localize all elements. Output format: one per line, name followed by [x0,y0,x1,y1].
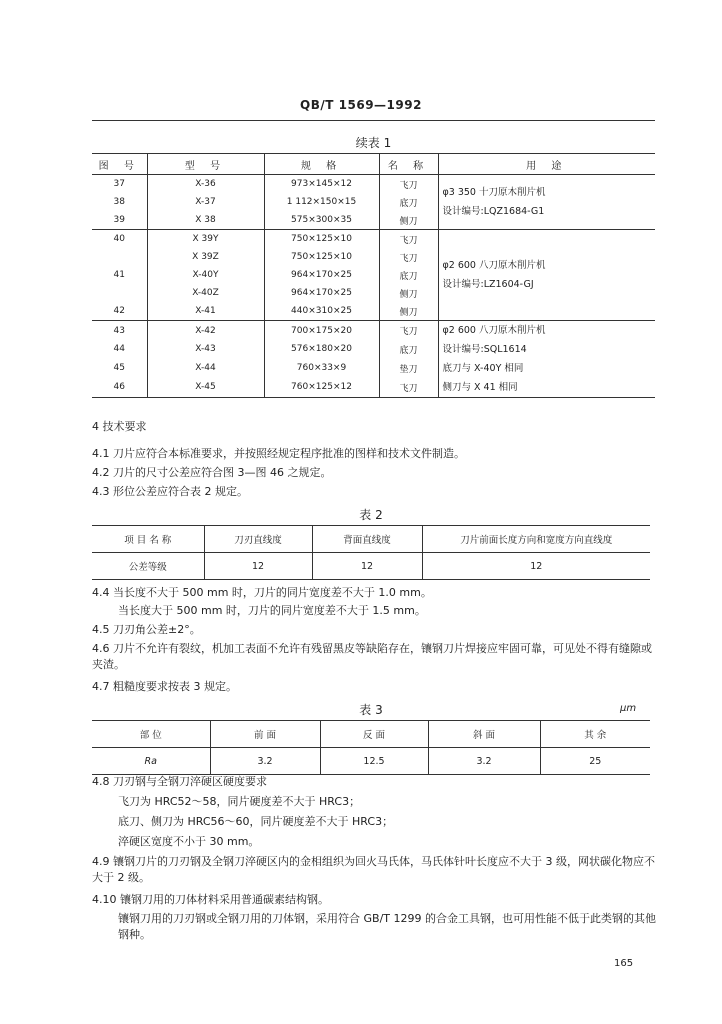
usage-line: φ3 350 十刀原木削片机 [442,187,546,198]
table-row [92,748,650,775]
spec: 575×300×35 [264,211,379,230]
spec: 964×170×25 [264,284,379,302]
table-row [92,553,650,580]
clause-4-5: 4.5 刀刃角公差±2°。 [92,623,201,636]
col-header: 名 称 [379,154,438,175]
clause-4-6: 4.6 刀片不允许有裂纹，机加工表面不允许有残留黑皮等缺陷存在，镶钢刀片焊接应牢固可靠，可见处不得有缝隙或夹渣。 [92,642,652,671]
table2 [92,525,650,580]
spec: 760×125×12 [264,378,379,398]
model: X-42 [147,321,264,341]
model: X-43 [147,340,264,359]
table2-caption: 表 2 [359,508,383,522]
fig-no [92,284,147,302]
clause-4-9: 4.9 镶钢刀片的刀刃钢及全钢刀淬硬区内的金相组织为回火马氏体，马氏体针叶长度应不大于 3 级，网状碳化物应不大于 2 级。 [92,855,655,884]
spec: 760×33×9 [264,359,379,378]
usage-line: 底刀与 X-40Y 相同 [442,363,524,374]
model: X-44 [147,359,264,378]
model: X-37 [147,193,264,211]
table1-header-row [92,154,655,175]
fig-no: 44 [92,340,147,359]
table-row [92,526,650,553]
table-row [92,321,655,341]
col-header: 前 面 [210,721,320,748]
table3-unit: μm [620,703,637,714]
col-header: 规 格 [264,154,379,175]
fig-no: 40 [92,230,147,249]
spec: 973×145×12 [264,175,379,194]
fig-no: 37 [92,175,147,194]
fig-no: 45 [92,359,147,378]
usage-line: 设计编号:LZ1604-GJ [442,279,534,290]
blade-name: 底刀 [379,193,438,211]
fig-no: 46 [92,378,147,398]
col-header: 图 号 [92,154,147,175]
spec: 750×125×10 [264,230,379,249]
fig-no: 39 [92,211,147,230]
clause-4-8-a: 飞刀为 HRC52～58，同片硬度差不大于 HRC3； [118,795,361,808]
blade-name: 飞刀 [379,175,438,194]
usage-cell [438,321,655,398]
col-header: 用 途 [438,154,655,175]
clause-4-3: 4.3 形位公差应符合表 2 规定。 [92,485,248,498]
table-cell: 3.2 [428,748,540,775]
table1-caption: 续表 1 [355,136,392,150]
usage-line: φ2 600 八刀原木削片机 [442,260,546,271]
model: X-41 [147,302,264,321]
spec: 964×170×25 [264,266,379,284]
table-cell: Ra [92,748,210,775]
spec: 750×125×10 [264,248,379,266]
col-header: 背面直线度 [312,526,422,553]
blade-name: 飞刀 [379,321,438,341]
col-header: 刀片前面长度方向和宽度方向直线度 [422,526,650,553]
blade-name: 飞刀 [379,248,438,266]
col-header: 部 位 [92,721,210,748]
clause-4-10: 4.10 镶钢刀用的刀体材料采用普通碳素结构钢。 [92,893,329,906]
model: X-40Z [147,284,264,302]
col-header: 型 号 [147,154,264,175]
clause-4-7: 4.7 粗糙度要求按表 3 规定。 [92,680,237,693]
blade-name: 侧刀 [379,302,438,321]
clause-4-8-b: 底刀、侧刀为 HRC56～60，同片硬度差不大于 HRC3； [118,815,394,828]
clause-4-2: 4.2 刀片的尺寸公差应符合图 3—图 46 之规定。 [92,466,332,479]
table3 [92,720,650,775]
usage-line: φ2 600 八刀原木削片机 [442,325,546,336]
model: X 39Y [147,230,264,249]
header-rule [92,120,655,121]
col-header: 其 余 [540,721,650,748]
table-cell: 12 [312,553,422,580]
blade-name: 垫刀 [379,359,438,378]
fig-no: 43 [92,321,147,341]
fig-no [92,248,147,266]
model: X 39Z [147,248,264,266]
clause-4-8: 4.8 刀刃钢与全钢刀淬硬区硬度要求 [92,775,267,788]
section-title: 4 技术要求 [92,420,147,433]
spec: 576×180×20 [264,340,379,359]
page-number: 165 [614,958,634,969]
table-cell: 3.2 [210,748,320,775]
fig-no: 38 [92,193,147,211]
blade-name: 底刀 [379,340,438,359]
table-cell: 12.5 [320,748,428,775]
blade-name: 侧刀 [379,211,438,230]
clause-4-10-cont: 镶钢刀用的刀刃钢或全钢刀用的刀体钢，采用符合 GB/T 1299 的合金工具钢，也可用性能不低于此类钢的其他钢种。 [118,912,656,941]
spec: 700×175×20 [264,321,379,341]
table3-caption: 表 3 [359,703,383,717]
table-cell: 公差等级 [92,553,204,580]
table-row [92,230,655,249]
table-row [92,721,650,748]
standard-code: QB/T 1569—1992 [300,98,422,112]
model: X-36 [147,175,264,194]
usage-cell [438,175,655,230]
table-cell: 25 [540,748,650,775]
fig-no: 41 [92,266,147,284]
clause-4-1: 4.1 刀片应符合本标准要求，并按照经规定程序批准的图样和技术文件制造。 [92,447,465,460]
blade-name: 侧刀 [379,284,438,302]
model: X-40Y [147,266,264,284]
clause-4-4: 4.4 当长度不大于 500 mm 时，刀片的同片宽度差不大于 1.0 mm。 [92,586,432,599]
table-row [92,175,655,194]
usage-line: 设计编号:SQL1614 [442,344,527,355]
col-header: 斜 面 [428,721,540,748]
blade-name: 底刀 [379,266,438,284]
spec: 440×310×25 [264,302,379,321]
model: X-45 [147,378,264,398]
table-cell: 12 [422,553,650,580]
col-header: 刀刃直线度 [204,526,312,553]
usage-line: 设计编号:LQZ1684-G1 [442,206,545,217]
usage-cell [438,230,655,321]
usage-line: 侧刀与 X 41 相同 [442,382,518,393]
spec: 1 112×150×15 [264,193,379,211]
table1 [92,153,655,398]
col-header: 项 目 名 称 [92,526,204,553]
clause-4-8-c: 淬硬区宽度不小于 30 mm。 [118,835,260,848]
blade-name: 飞刀 [379,378,438,398]
clause-4-4-cont: 当长度大于 500 mm 时，刀片的同片宽度差不大于 1.5 mm。 [118,604,426,617]
fig-no: 42 [92,302,147,321]
col-header: 反 面 [320,721,428,748]
blade-name: 飞刀 [379,230,438,249]
model: X 38 [147,211,264,230]
table-cell: 12 [204,553,312,580]
